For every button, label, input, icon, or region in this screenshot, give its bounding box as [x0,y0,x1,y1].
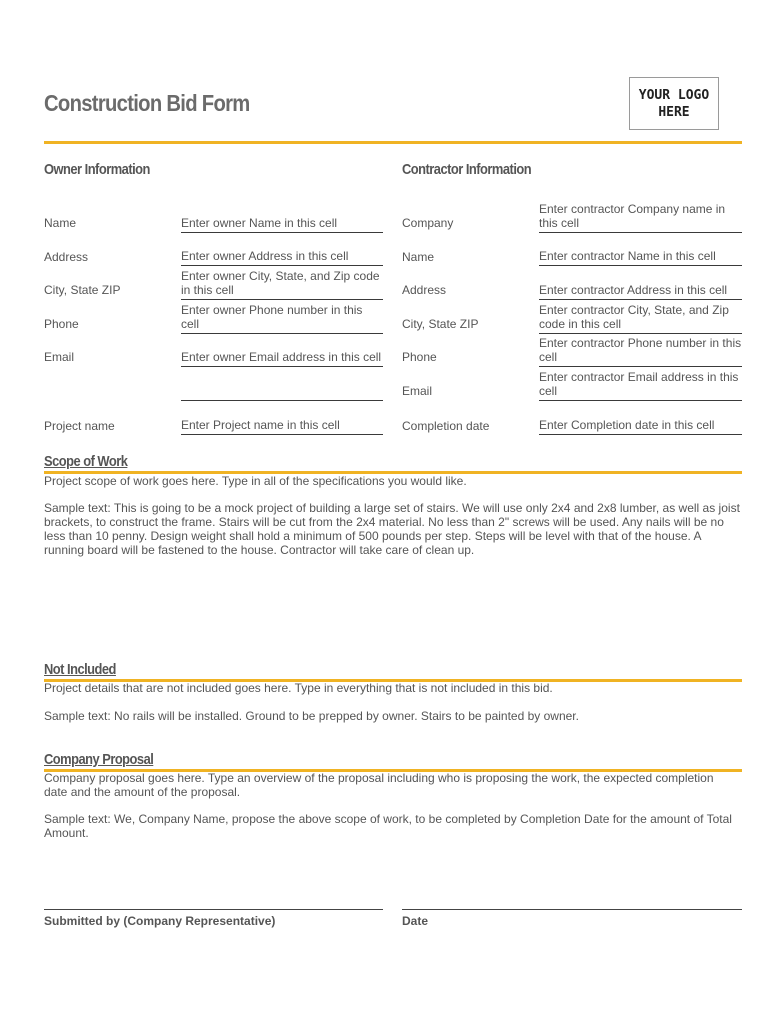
owner-name-label: Name [44,216,77,230]
owner-info-heading: Owner Information [44,161,150,178]
owner-blank-field[interactable] [181,368,383,401]
not-included-intro[interactable]: Project details that are not included goes here. Type in everything that is not included in this bid. [44,681,553,695]
contractor-company-field[interactable]: Enter contractor Company name in this cell [539,198,742,233]
owner-phone-label: Phone [44,317,79,331]
page-title: Construction Bid Form [44,90,250,116]
contractor-name-label: Name [402,250,435,264]
contractor-name-field[interactable]: Enter contractor Name in this cell [539,234,742,266]
date-label: Date [402,914,429,928]
scope-sample-text[interactable]: Sample text: This is going to be a mock project of building a large set of stairs. We will use only 2x4 and 2x8 lumber, as well as joist brackets, to construct the frame. Stairs will be cut from the 2x4 material. No less than 2" screws will be used. Any nails will be no less than 10 penny. Design weight shall hold a minimum of 500 pounds per step. Steps will be level with that of the house. A running board will be fastened to the house. Contractor will take care of clean up. [44,501,740,557]
owner-name-field[interactable]: Enter owner Name in this cell [181,198,383,233]
completion-date-label: Completion date [402,419,490,433]
proposal-intro[interactable]: Company proposal goes here. Type an overview of the proposal including who is proposing the work, the expected completion date and the amount of the proposal. [44,771,714,799]
contractor-company-label: Company [402,216,454,230]
owner-address-field[interactable]: Enter owner Address in this cell [181,234,383,266]
completion-date-field[interactable]: Enter Completion date in this cell [539,402,742,435]
not-included-sample-text[interactable]: Sample text: No rails will be installed. Ground to be prepped by owner. Stairs to be painted by owner. [44,709,579,723]
scope-of-work-heading: Scope of Work [44,453,128,470]
logo-placeholder: YOUR LOGO HERE [629,77,719,130]
owner-address-label: Address [44,250,89,264]
submitted-by-label: Submitted by (Company Representative) [44,914,276,928]
owner-city-field[interactable]: Enter owner City, State, and Zip code in this cell [181,267,383,300]
scope-intro[interactable]: Project scope of work goes here. Type in all of the specifications you would like. [44,474,467,488]
contractor-city-field[interactable]: Enter contractor City, State, and Zip code in this cell [539,301,742,334]
contractor-address-label: Address [402,283,447,297]
owner-city-label: City, State ZIP [44,283,121,297]
owner-email-field[interactable]: Enter owner Email address in this cell [181,335,383,367]
contractor-phone-field[interactable]: Enter contractor Phone number in this cell [539,335,742,367]
owner-email-label: Email [44,350,75,364]
contractor-email-field[interactable]: Enter contractor Email address in this cell [539,368,742,401]
contractor-address-field[interactable]: Enter contractor Address in this cell [539,267,742,300]
header-divider [44,141,742,144]
company-proposal-heading: Company Proposal [44,751,154,768]
proposal-sample-text[interactable]: Sample text: We, Company Name, propose the above scope of work, to be completed by Completion Date for the amount of Total Amount. [44,812,732,840]
date-signature-line[interactable] [402,909,742,910]
project-name-label: Project name [44,419,115,433]
owner-phone-field[interactable]: Enter owner Phone number in this cell [181,301,383,334]
submitted-by-signature-line[interactable] [44,909,383,910]
not-included-heading: Not Included [44,661,116,678]
contractor-city-label: City, State ZIP [402,317,479,331]
contractor-email-label: Email [402,384,433,398]
project-name-field[interactable]: Enter Project name in this cell [181,402,383,435]
contractor-info-heading: Contractor Information [402,161,532,178]
contractor-phone-label: Phone [402,350,437,364]
